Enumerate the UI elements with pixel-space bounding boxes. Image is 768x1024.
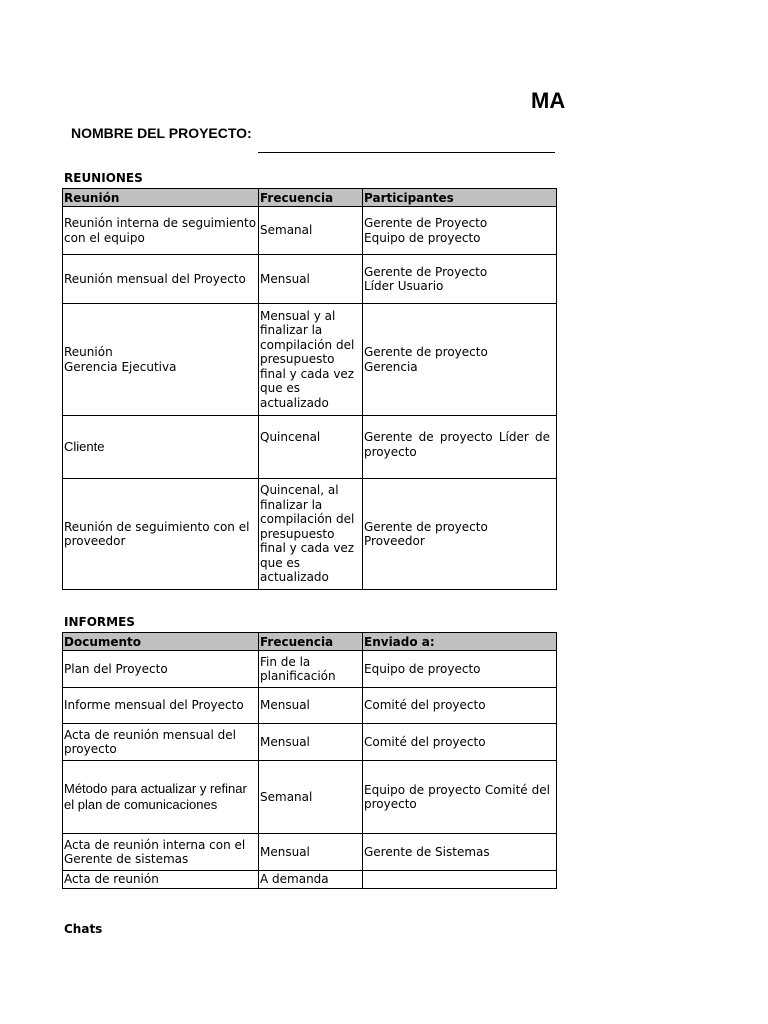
table-row [63,651,557,688]
cell-frecuencia: Quincenal, al finalizar la compilación del presupuesto final y cada vez que es actualizado [259,479,363,590]
header-reunion: Reunión [63,189,259,207]
cell-documento: Acta de reunión [63,871,259,889]
cell-frecuencia: Mensual [259,255,363,304]
header-frecuencia: Frecuencia [259,633,363,651]
informes-table [62,632,557,889]
cell-participantes: Gerente de proyecto Proveedor [363,479,557,590]
cell-frecuencia: Fin de la planificación [259,651,363,688]
cell-enviado-a: Equipo de proyecto [363,651,557,688]
section-label-chats: Chats [64,922,103,936]
table-row [63,479,557,590]
cell-enviado-a [363,871,557,889]
reuniones-table [62,188,557,590]
cell-reunion: Reunión mensual del Proyecto [63,255,259,304]
table-row [63,688,557,724]
cell-documento: Acta de reunión mensual del proyecto [63,724,259,761]
cell-enviado-a: Gerente de Sistemas [363,834,557,871]
header-enviado-a: Enviado a: [363,633,557,651]
cell-frecuencia: Mensual [259,834,363,871]
cell-frecuencia: Semanal [259,761,363,834]
table-row [63,207,557,255]
table-row [63,834,557,871]
cell-reunion: Reunión de seguimiento con el proveedor [63,479,259,590]
reuniones-header-row [63,189,557,207]
cell-reunion: Cliente [63,416,259,479]
project-name-field-line [258,152,555,153]
header-frecuencia: Frecuencia [259,189,363,207]
table-row [63,304,557,416]
header-participantes: Participantes [363,189,557,207]
cell-reunion: Reunión Gerencia Ejecutiva [63,304,259,416]
header-documento: Documento [63,633,259,651]
cell-frecuencia: A demanda [259,871,363,889]
cell-participantes: Gerente de Proyecto Equipo de proyecto [363,207,557,255]
cell-frecuencia: Semanal [259,207,363,255]
cell-participantes: Gerente de proyecto Líder de proyecto [363,416,557,479]
cell-reunion: Reunión interna de seguimiento con el equipo [63,207,259,255]
cell-participantes: Gerente de Proyecto Líder Usuario [363,255,557,304]
cell-frecuencia: Mensual y al finalizar la compilación del presupuesto final y cada vez que es actualizado [259,304,363,416]
cell-frecuencia: Mensual [259,724,363,761]
table-row [63,871,557,889]
section-label-informes: INFORMES [64,615,135,629]
cell-documento: Plan del Proyecto [63,651,259,688]
project-name-label: NOMBRE DEL PROYECTO: [71,125,252,141]
table-row [63,761,557,834]
table-row [63,724,557,761]
document-title: MA [531,88,566,113]
section-label-reuniones: REUNIONES [64,171,143,185]
cell-enviado-a: Comité del proyecto [363,688,557,724]
informes-header-row [63,633,557,651]
cell-enviado-a: Comité del proyecto [363,724,557,761]
cell-enviado-a: Equipo de proyecto Comité del proyecto [363,761,557,834]
cell-documento: Método para actualizar y refinar el plan de comunicaciones [63,761,259,834]
cell-participantes: Gerente de proyecto Gerencia [363,304,557,416]
cell-documento: Acta de reunión interna con el Gerente de sistemas [63,834,259,871]
cell-frecuencia: Mensual [259,688,363,724]
table-row [63,416,557,479]
cell-documento: Informe mensual del Proyecto [63,688,259,724]
table-row [63,255,557,304]
cell-frecuencia: Quincenal [259,416,363,479]
